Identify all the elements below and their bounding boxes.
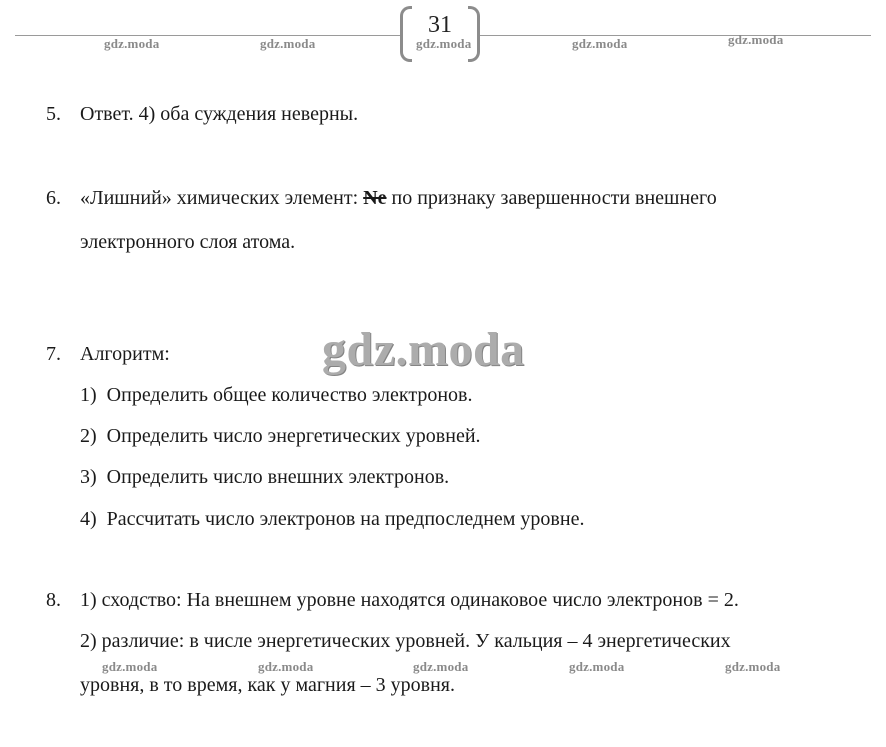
watermark: gdz.moda: [102, 659, 158, 674]
answer-line: [80, 186, 717, 210]
watermark-large: gdz.moda: [322, 323, 525, 376]
item-number: 5.: [46, 103, 61, 125]
algorithm-title: Алгоритм:: [80, 343, 170, 365]
watermark: gdz.moda: [416, 36, 472, 51]
algorithm-step: [80, 507, 584, 531]
answer-text: 2) различие: в числе энергетических уровней. У кальция – 4 энергетических: [80, 630, 731, 652]
algorithm-step: [80, 465, 449, 489]
watermark: gdz.moda: [725, 659, 781, 674]
step-text: Определить число внешних электронов.: [106, 466, 450, 488]
item-number: 7.: [46, 343, 61, 365]
algorithm-step: [80, 424, 481, 448]
answer-text: 1) сходство: На внешнем уровне находятся одинаковое число электронов = 2.: [80, 589, 739, 611]
struck-element: Ne: [363, 187, 387, 209]
answer-text: по признаку завершенности внешнего: [386, 187, 717, 209]
answer-text: «Лишний» химических элемент:: [80, 187, 364, 209]
step-text: Определить число энергетических уровней.: [106, 425, 481, 447]
watermark: gdz.moda: [728, 32, 784, 47]
step-text: Определить общее количество электронов.: [106, 384, 473, 406]
watermark: gdz.moda: [572, 36, 628, 51]
watermark: gdz.moda: [569, 659, 625, 674]
page-number: 31: [428, 12, 452, 38]
step-number: 3): [80, 466, 97, 488]
item-number: 8.: [46, 589, 61, 611]
algorithm-step: [80, 383, 473, 407]
watermark: gdz.moda: [258, 659, 314, 674]
step-number: 1): [80, 384, 97, 406]
watermark: gdz.moda: [260, 36, 316, 51]
item-number: 6.: [46, 187, 61, 209]
step-text: Рассчитать число электронов на предпоследнем уровне.: [106, 508, 585, 530]
step-number: 4): [80, 508, 97, 530]
page-number-box: [400, 6, 480, 62]
watermark: gdz.moda: [413, 659, 469, 674]
answer-text: электронного слоя атома.: [80, 231, 296, 253]
answer-text: Ответ. 4) оба суждения неверны.: [80, 103, 359, 125]
right-bracket-icon: [468, 6, 480, 62]
answer-text: уровня, в то время, как у магния – 3 уровня.: [80, 674, 455, 696]
step-number: 2): [80, 425, 97, 447]
watermark: gdz.moda: [104, 36, 160, 51]
